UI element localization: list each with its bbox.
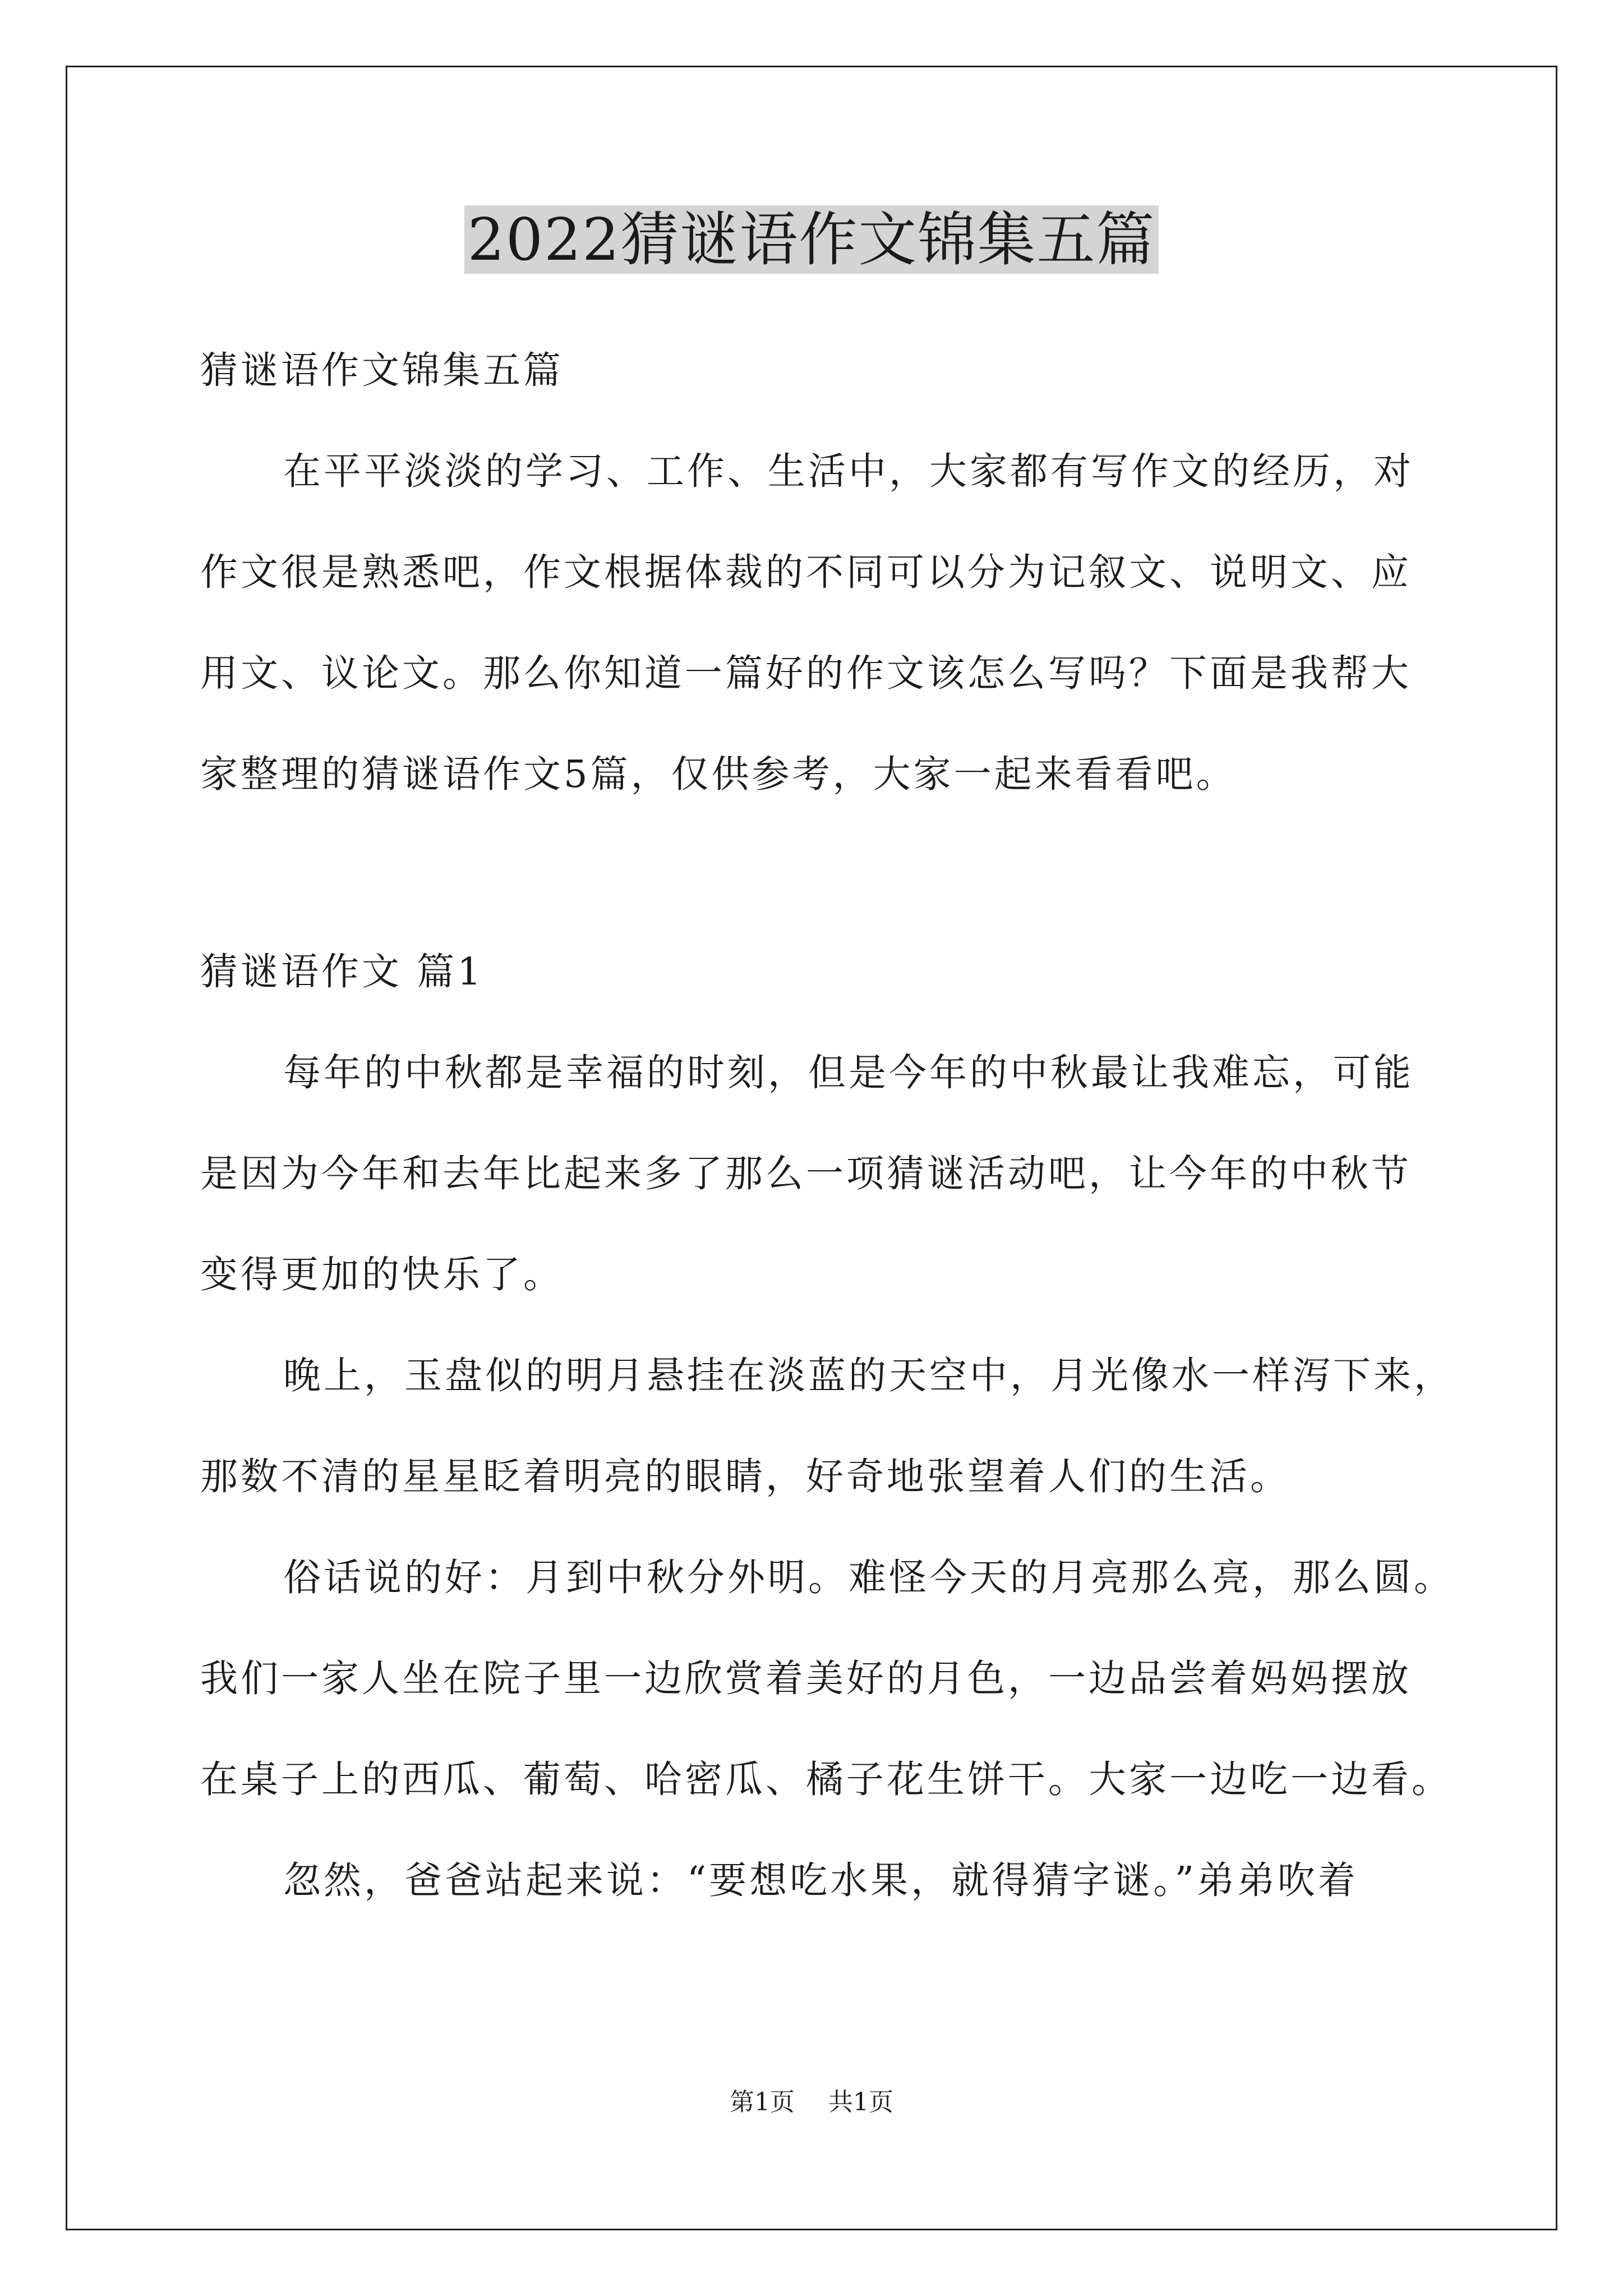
intro-line: 用文、议论文。那么你知道一篇好的作文该怎么写吗？下面是我帮大 bbox=[200, 651, 1412, 695]
document-title bbox=[0, 203, 1623, 276]
intro-line: 在平平淡淡的学习、工作、生活中，大家都有写作文的经历，对 bbox=[283, 449, 1414, 493]
subtitle: 猜谜语作文锦集五篇 bbox=[200, 348, 564, 392]
document-title-text: 2022猜谜语作文锦集五篇 bbox=[464, 205, 1159, 274]
paragraph-line: 我们一家人坐在院子里一边欣赏着美好的月色，一边品尝着妈妈摆放 bbox=[200, 1657, 1412, 1700]
intro-line: 家整理的猜谜语作文5篇，仅供参考，大家一起来看看吧。 bbox=[200, 752, 1237, 796]
page-footer bbox=[0, 2086, 1623, 2119]
section-heading: 猜谜语作文 篇1 bbox=[200, 950, 484, 993]
page-total: 共1页 bbox=[828, 2088, 893, 2116]
paragraph-line: 忽然，爸爸站起来说：“要想吃水果，就得猜字谜。”弟弟吹着 bbox=[283, 1858, 1359, 1902]
page-number: 第1页 bbox=[730, 2088, 795, 2116]
section-spacer bbox=[200, 825, 1434, 921]
paragraph-line: 变得更加的快乐了。 bbox=[200, 1253, 564, 1296]
paragraph-line: 每年的中秋都是幸福的时刻，但是今年的中秋最让我难忘，可能 bbox=[283, 1051, 1414, 1094]
paragraph-line: 俗话说的好：月到中秋分外明。难怪今天的月亮那么亮，那么圆。 bbox=[283, 1556, 1454, 1599]
paragraph-line: 是因为今年和去年比起来多了那么一项猜谜活动吧，让今年的中秋节 bbox=[200, 1152, 1412, 1195]
paragraph-line: 晚上，玉盘似的明月悬挂在淡蓝的天空中，月光像水一样泻下来， bbox=[283, 1354, 1454, 1397]
intro-line: 作文很是熟悉吧，作文根据体裁的不同可以分为记叙文、说明文、应 bbox=[200, 550, 1412, 594]
document-body bbox=[200, 320, 1454, 1931]
paragraph-line: 那数不清的星星眨着明亮的眼睛，好奇地张望着人们的生活。 bbox=[200, 1455, 1290, 1498]
paragraph-line: 在桌子上的西瓜、葡萄、哈密瓜、橘子花生饼干。大家一边吃一边看。 bbox=[200, 1757, 1452, 1801]
